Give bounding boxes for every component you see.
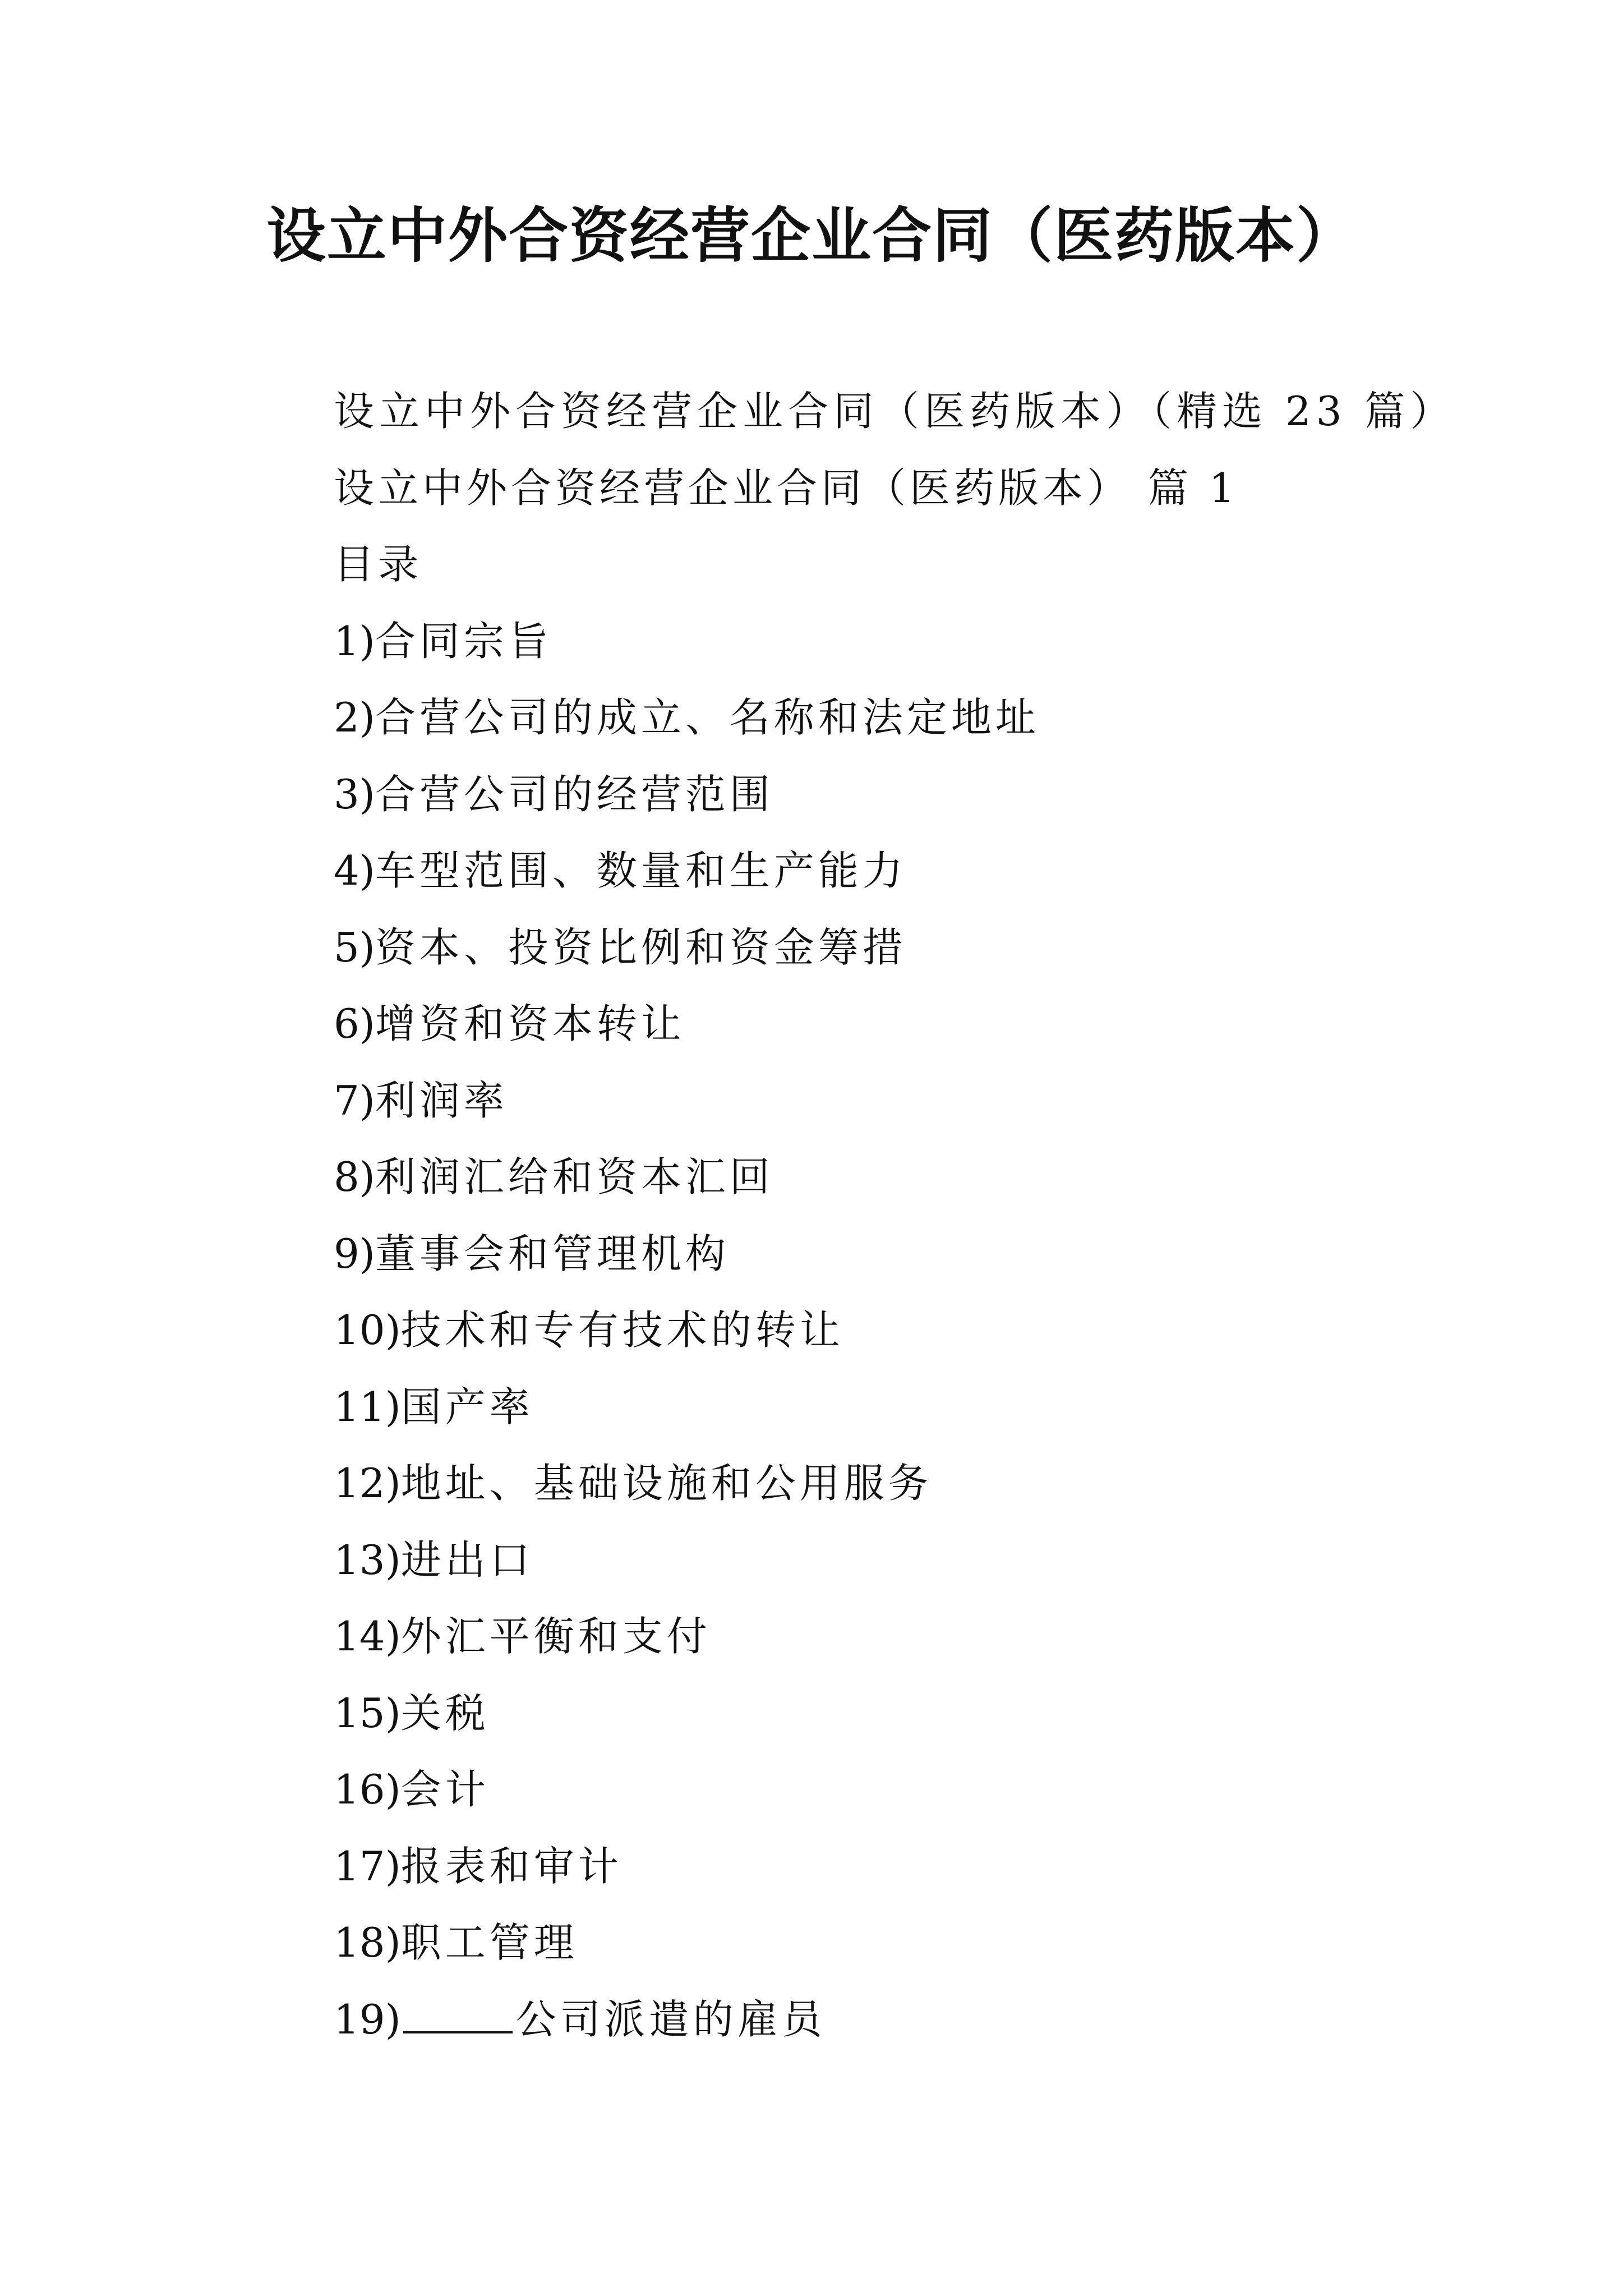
toc-item bbox=[334, 1675, 1539, 1752]
toc-item-number: 8) bbox=[334, 1153, 375, 1200]
toc-item bbox=[334, 1369, 1539, 1446]
toc-item-text: 资本、投资比例和资金筹措 bbox=[375, 923, 907, 971]
toc-item-text: 地址、基础设施和公用服务 bbox=[400, 1460, 933, 1507]
toc-item-number: 10) bbox=[334, 1306, 401, 1354]
toc-item bbox=[334, 1292, 1539, 1369]
toc-item-text: 车型范围、数量和生产能力 bbox=[375, 847, 907, 894]
toc-item-text: 利润汇给和资本汇回 bbox=[375, 1153, 774, 1200]
toc-item-number: 2) bbox=[334, 694, 375, 741]
toc-item bbox=[334, 756, 1539, 833]
toc-item-number: 19) bbox=[334, 1995, 401, 2043]
toc-item bbox=[334, 679, 1539, 756]
toc-item-number: 5) bbox=[334, 923, 375, 971]
toc-item bbox=[334, 1522, 1539, 1599]
toc-item-number: 11) bbox=[334, 1383, 401, 1430]
toc-item-number: 17) bbox=[334, 1842, 401, 1890]
toc-item bbox=[334, 1139, 1539, 1216]
toc-item bbox=[334, 1751, 1539, 1828]
toc-item bbox=[334, 1598, 1539, 1675]
toc-item-number: 18) bbox=[334, 1919, 401, 1966]
toc-item-number: 7) bbox=[334, 1076, 375, 1124]
toc-item bbox=[334, 832, 1539, 909]
toc-item bbox=[334, 986, 1539, 1062]
toc-item-number: 6) bbox=[334, 1000, 375, 1047]
toc-item-number: 14) bbox=[334, 1613, 401, 1660]
toc-item bbox=[334, 1062, 1539, 1139]
toc-item bbox=[334, 603, 1539, 680]
toc-item-text: 外汇平衡和支付 bbox=[400, 1613, 711, 1660]
toc-item-text: 关税 bbox=[400, 1689, 490, 1737]
toc-item-number: 16) bbox=[334, 1766, 401, 1813]
toc-item-text: 合营公司的经营范围 bbox=[375, 770, 774, 818]
section-heading: 设立中外合资经营企业合同（医药版本） 篇 1 bbox=[334, 464, 1239, 512]
toc-heading: 目录 bbox=[334, 541, 423, 588]
toc-item bbox=[334, 1981, 1539, 2058]
toc-item-text: 国产率 bbox=[400, 1383, 534, 1430]
toc-item-number: 12) bbox=[334, 1460, 401, 1507]
toc-item-text: 董事会和管理机构 bbox=[375, 1230, 730, 1277]
toc-item bbox=[334, 1904, 1539, 1981]
toc-item-text: 利润率 bbox=[375, 1076, 508, 1124]
toc-item bbox=[334, 909, 1539, 986]
blank-underline bbox=[403, 1998, 513, 2033]
toc-item-number: 1) bbox=[334, 617, 375, 665]
toc-item-text: 会计 bbox=[400, 1766, 490, 1813]
toc-item-text: 报表和审计 bbox=[400, 1842, 623, 1890]
toc-item-text: 职工管理 bbox=[400, 1919, 578, 1966]
toc-item-text: 合营公司的成立、名称和法定地址 bbox=[375, 694, 1040, 741]
toc-item-text: 公司派遣的雇员 bbox=[515, 1995, 826, 2043]
toc-item bbox=[334, 1445, 1539, 1522]
toc-item-text: 技术和专有技术的转让 bbox=[400, 1306, 844, 1354]
document-subtitle: 设立中外合资经营企业合同（医药版本）（精选 23 篇） bbox=[334, 388, 1456, 435]
toc-item-number: 15) bbox=[334, 1689, 401, 1737]
toc-item-number: 3) bbox=[334, 770, 375, 818]
toc-item-number: 13) bbox=[334, 1536, 401, 1584]
toc-item-text: 合同宗旨 bbox=[375, 617, 552, 665]
toc-item-number: 4) bbox=[334, 847, 375, 894]
toc-item-text: 增资和资本转让 bbox=[375, 1000, 685, 1047]
toc-item-number: 9) bbox=[334, 1230, 375, 1277]
document-title: 设立中外合资经营企业合同（医药版本） bbox=[266, 200, 1357, 270]
document-body bbox=[334, 373, 1539, 2058]
toc-item bbox=[334, 1216, 1539, 1292]
toc-item-text: 进出口 bbox=[400, 1536, 534, 1584]
toc-item bbox=[334, 1828, 1539, 1905]
